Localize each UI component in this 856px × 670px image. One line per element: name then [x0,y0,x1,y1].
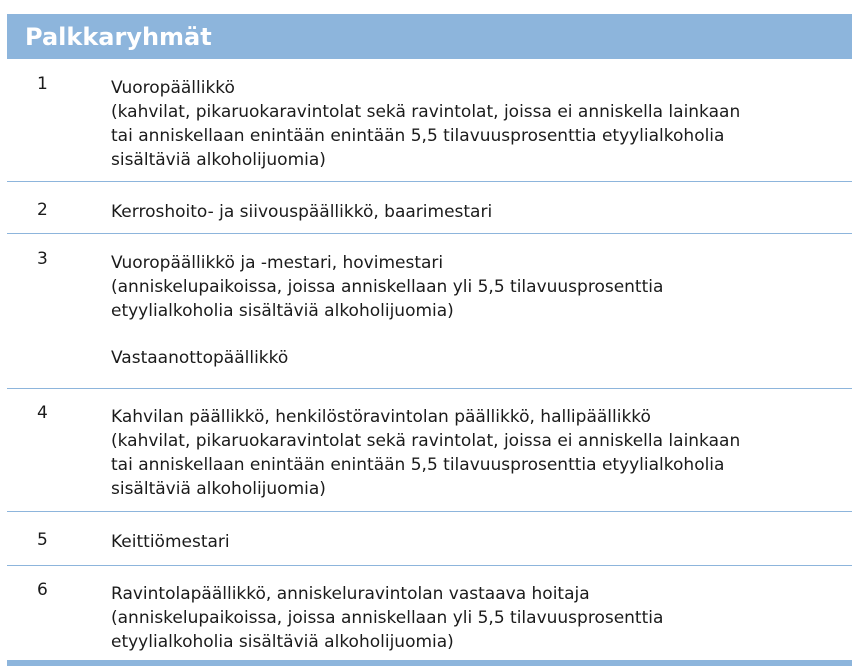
group-note-line: etyylialkoholia sisältäviä alkoholijuomia) [111,632,454,652]
group-description [111,200,851,224]
row-divider [7,388,852,389]
group-title: Vuoropäällikkö [111,78,235,98]
group-description [111,251,851,370]
group-description [111,76,851,172]
table-row-group-6 [7,578,852,658]
group-title: Kerroshoito- ja siivouspäällikkö, baarimestari [111,202,493,222]
row-divider [7,565,852,566]
table-bottom-border [7,660,852,666]
table-title: Palkkaryhmät [25,23,212,51]
group-number: 4 [37,403,48,423]
group-note-line: sisältäviä alkoholijuomia) [111,479,326,499]
group-title: Ravintolapäällikkö, anniskeluravintolan vastaava hoitaja [111,584,590,604]
table-row-group-4 [7,401,852,511]
group-title-secondary: Vastaanottopäällikkö [111,348,289,368]
group-number: 2 [37,200,48,220]
row-divider [7,181,852,182]
group-note-line: etyylialkoholia sisältäviä alkoholijuomia) [111,301,454,321]
group-note-line: (kahvilat, pikaruokaravintolat sekä ravintolat, joissa ei anniskella lainkaan [111,102,741,122]
table-row-group-1 [7,72,852,182]
table-row-group-3 [7,247,852,387]
row-divider [7,511,852,512]
group-number: 5 [37,530,48,550]
group-title: Keittiömestari [111,532,230,552]
group-note-line: tai anniskellaan enintään enintään 5,5 tilavuusprosenttia etyylialkoholia [111,126,725,146]
group-note-line: (anniskelupaikoissa, joissa anniskellaan yli 5,5 tilavuusprosenttia [111,277,664,297]
row-divider [7,233,852,234]
group-note-line: sisältäviä alkoholijuomia) [111,150,326,170]
pay-group-table [7,14,852,670]
group-note-line: (kahvilat, pikaruokaravintolat sekä ravintolat, joissa ei anniskella lainkaan [111,431,741,451]
group-note-line: tai anniskellaan enintään enintään 5,5 tilavuusprosenttia etyylialkoholia [111,455,725,475]
table-row-group-5 [7,526,852,562]
group-title: Kahvilan päällikkö, henkilöstöravintolan päällikkö, hallipäällikkö [111,407,651,427]
group-description [111,405,851,501]
group-number: 6 [37,580,48,600]
group-title: Vuoropäällikkö ja -mestari, hovimestari [111,253,444,273]
group-number: 1 [37,74,48,94]
group-description [111,530,851,554]
group-number: 3 [37,249,48,269]
group-description [111,582,851,654]
table-header [7,14,852,59]
group-note-line: (anniskelupaikoissa, joissa anniskellaan yli 5,5 tilavuusprosenttia [111,608,664,628]
table-row-group-2 [7,196,852,232]
